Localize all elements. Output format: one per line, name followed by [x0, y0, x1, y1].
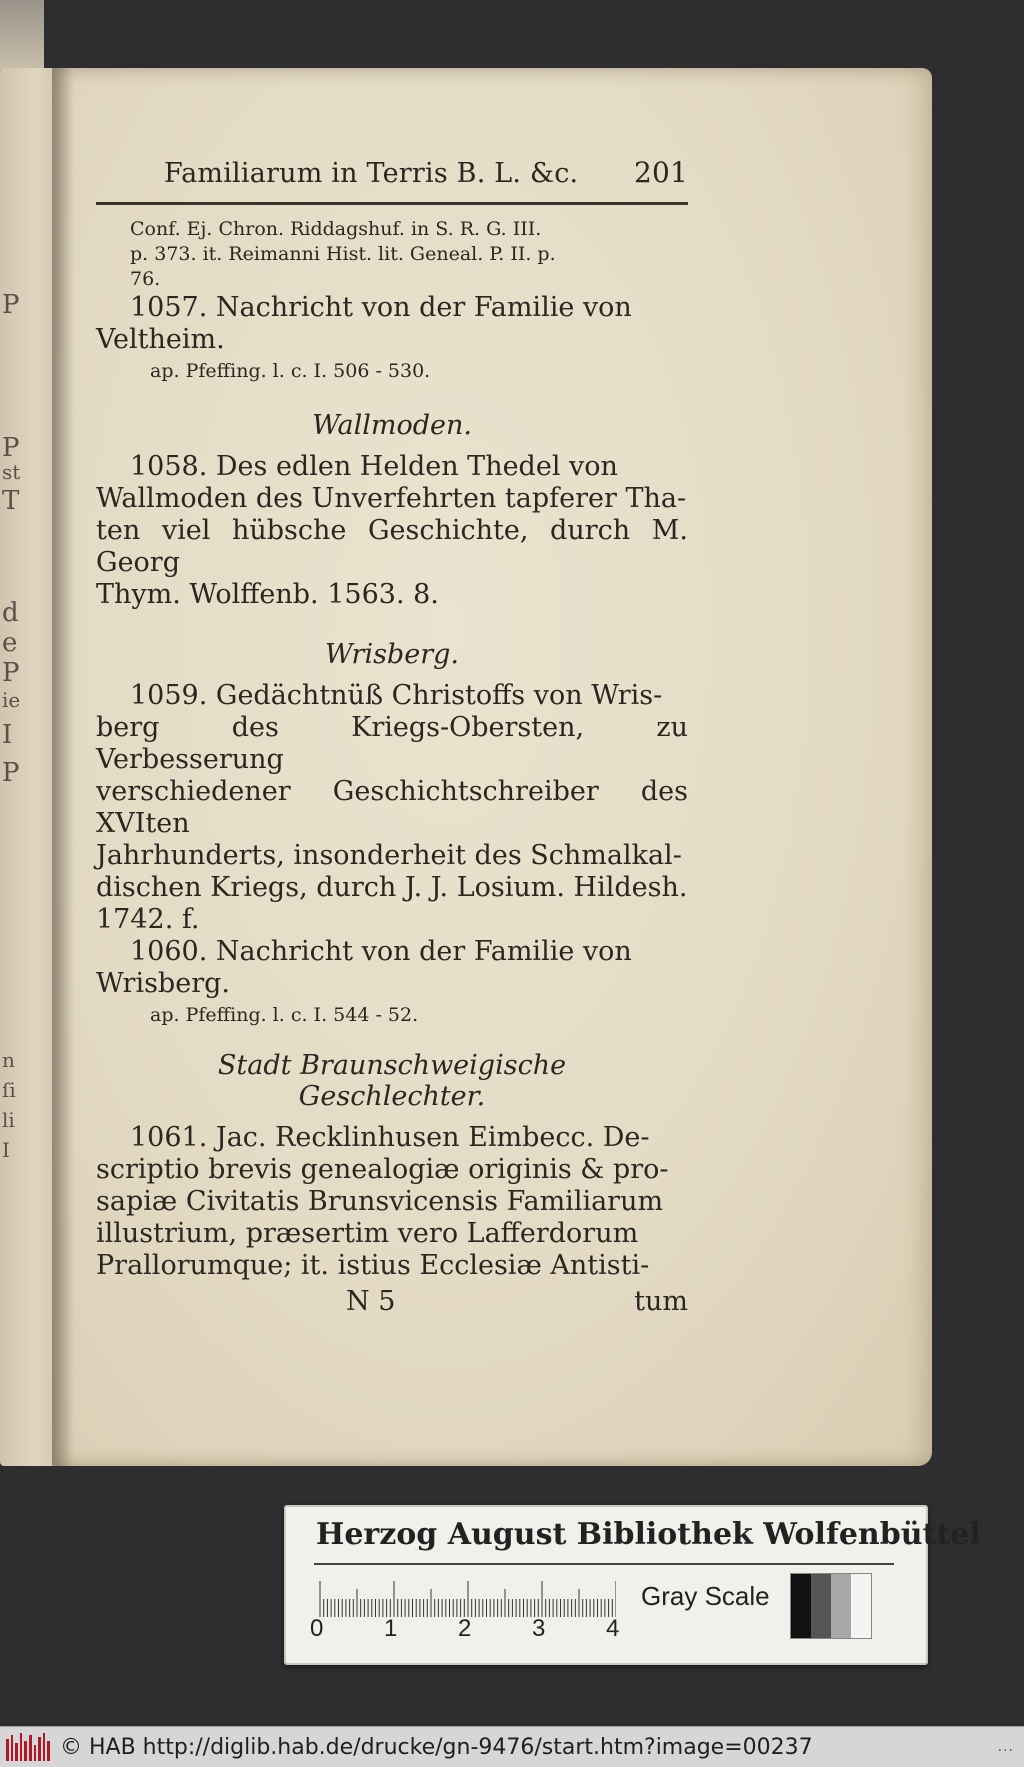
header-rule — [96, 202, 688, 205]
entry-line: illustrium, præsertim vero Lafferdorum — [96, 1218, 639, 1249]
text-line: 76. — [130, 268, 161, 290]
grayscale-patch — [791, 1574, 811, 1638]
left-page-fragment: ie — [2, 688, 21, 712]
entry-1058 — [96, 451, 688, 611]
section-heading: Geschlechter. — [298, 1081, 486, 1112]
left-page-fragment: d — [2, 598, 19, 628]
logo-bar — [20, 1733, 23, 1761]
scale-label: 3 — [532, 1615, 546, 1642]
left-page-edge — [0, 0, 44, 70]
section-heading: Wallmoden. — [312, 410, 472, 441]
hab-logo-icon — [6, 1733, 50, 1761]
entry-line: Jahrhunderts, insonderheit des Schmalkal- — [96, 840, 682, 871]
left-page-fragment: T — [2, 486, 20, 516]
grayscale-patch — [811, 1574, 831, 1638]
entry-line: dischen Kriegs, durch J. J. Losium. Hildesh. — [96, 872, 688, 903]
left-page-fragment: I — [2, 1138, 10, 1162]
left-page-fragment: li — [2, 1108, 15, 1132]
entry-line: Wrisberg. — [96, 968, 230, 999]
card-title: Herzog August Bibliothek Wolfenbüttel — [316, 1517, 981, 1552]
entry-1061 — [96, 1122, 688, 1282]
entry-line: scriptio brevis genealogiæ originis & pro- — [96, 1154, 669, 1185]
book-page — [52, 68, 932, 1466]
card-rule — [314, 1563, 894, 1565]
scale-label: 0 — [310, 1615, 324, 1642]
left-page-fragment: P — [2, 433, 20, 463]
entry-line: Wallmoden des Unverfehrten tapferer Tha- — [96, 483, 687, 514]
measure-ruler — [316, 1577, 616, 1617]
entry-line: 1742. f. — [96, 904, 200, 935]
text-line: p. 373. it. Reimanni Hist. lit. Geneal. P. II. p. — [130, 243, 556, 265]
logo-bar — [43, 1733, 46, 1761]
logo-bar — [34, 1745, 37, 1761]
entry-1060 — [96, 936, 688, 1000]
section-heading: Wrisberg. — [325, 639, 459, 670]
entry-line: 1058. Des edlen Helden Thedel von — [130, 451, 618, 482]
logo-bar — [6, 1739, 9, 1761]
entry-line: Prallorumque; it. istius Ecclesiæ Antisti- — [96, 1250, 650, 1281]
entry-line: Thym. Wolffenb. 1563. 8. — [96, 579, 439, 610]
logo-bar — [38, 1737, 41, 1761]
entry-line: 1057. Nachricht von der Familie von — [130, 292, 632, 323]
more-options-icon[interactable]: ... — [997, 1739, 1014, 1755]
left-page-fragment: e — [2, 628, 18, 658]
logo-bar — [15, 1743, 18, 1761]
grayscale-label: Gray Scale — [641, 1581, 770, 1611]
page-gutter-shadow — [52, 68, 74, 1466]
logo-bar — [29, 1735, 32, 1761]
text-line: Conf. Ej. Chron. Riddagshuf. in S. R. G. III. — [130, 218, 542, 240]
section-heading: Stadt Braunschweigische — [217, 1050, 567, 1081]
left-page-fragment: P — [2, 758, 20, 788]
left-page-fragment: ſi — [2, 1078, 16, 1102]
entry-1057 — [96, 292, 688, 356]
left-page-fragment: P — [2, 658, 20, 688]
page-number: 201 — [633, 156, 688, 189]
grayscale-patch — [831, 1574, 851, 1638]
grayscale-swatch — [790, 1573, 872, 1639]
catchword: tum — [634, 1286, 688, 1317]
scale-label: 4 — [606, 1615, 620, 1642]
status-bar — [0, 1726, 1024, 1767]
entry-line: Veltheim. — [96, 324, 225, 355]
left-page-sliver — [0, 68, 58, 1466]
left-page-fragment: n — [2, 1048, 15, 1072]
logo-bar — [11, 1735, 14, 1761]
left-page-fragment: st — [2, 460, 21, 484]
citation: ap. Pfeffing. l. c. I. 506 - 530. — [150, 360, 431, 382]
entry-line: ten viel hübsche Geschichte, durch M. Georg — [96, 515, 688, 578]
entry-line: sapiæ Civitatis Brunsvicensis Familiarum — [96, 1186, 664, 1217]
color-scale-card — [284, 1505, 981, 1665]
page-footer — [96, 1286, 688, 1317]
status-text: © HAB http://diglib.hab.de/drucke/gn-9476/start.htm?image=00237 — [60, 1734, 813, 1760]
running-head-title: Familiarum in Terris B. L. &c. — [164, 158, 579, 189]
entry-line: 1061. Jac. Recklinhusen Eimbecc. De- — [130, 1122, 650, 1153]
scale-label: 2 — [458, 1615, 472, 1642]
page-text-block — [96, 156, 688, 1317]
entry-line: verschiedener Geschichtschreiber des XVIten — [96, 776, 688, 839]
entry-line: 1060. Nachricht von der Familie von — [130, 936, 632, 967]
grayscale-patch — [851, 1574, 871, 1638]
entry-line: 1059. Gedächtnüß Christoffs von Wris- — [130, 680, 663, 711]
signature-mark: N 5 — [346, 1286, 396, 1317]
logo-bar — [24, 1741, 27, 1761]
scale-label: 1 — [384, 1615, 398, 1642]
left-page-fragment: P — [2, 290, 20, 320]
running-head — [96, 156, 688, 196]
left-page-fragment: I — [2, 720, 13, 750]
logo-bar — [47, 1741, 50, 1761]
entry-line: berg des Kriegs-Obersten, zu Verbesserung — [96, 712, 688, 775]
citation: ap. Pfeffing. l. c. I. 544 - 52. — [150, 1004, 419, 1026]
entry-1059 — [96, 680, 688, 936]
